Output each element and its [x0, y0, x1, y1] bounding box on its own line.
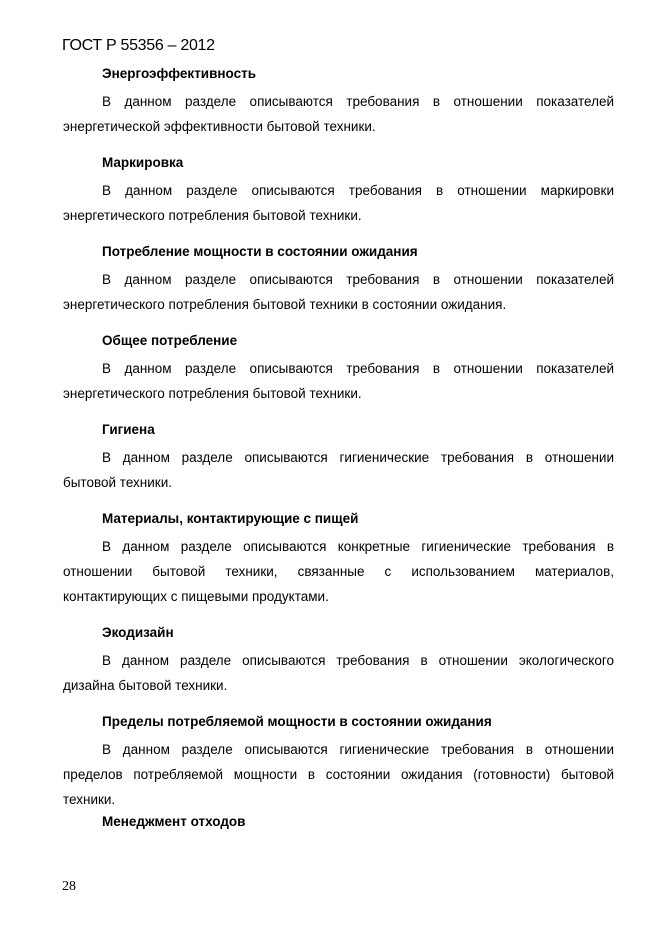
section-hygiene	[63, 420, 614, 495]
section-title: Маркировка	[102, 155, 184, 170]
section-food-contact-materials	[63, 509, 614, 609]
section-title: Пределы потребляемой мощности в состоянии ожидания	[102, 714, 492, 729]
page-number: 28	[62, 879, 76, 894]
section-text: В данном разделе описываются требования в отношении показателей энергетического потребления бытовой техники.	[63, 361, 614, 401]
section-text: В данном разделе описываются конкретные гигиенические требования в отношении бытовой техники, связанные с использованием материалов, контактирующих с пищевыми продуктами.	[63, 539, 614, 604]
section-title: Потребление мощности в состоянии ожидания	[102, 244, 418, 259]
section-title: Материалы, контактирующие с пищей	[102, 511, 359, 526]
section-standby-power	[63, 242, 614, 317]
section-title: Менеджмент отходов	[102, 814, 246, 829]
section-waste-management	[63, 812, 614, 837]
section-ecodesign	[63, 623, 614, 698]
section-title: Экодизайн	[102, 625, 174, 640]
section-title: Общее потребление	[102, 333, 238, 348]
section-text: В данном разделе описываются гигиенические требования в отношении пределов потребляемой мощности в состоянии ожидания (готовности) бытовой техники.	[63, 742, 614, 807]
section-text: В данном разделе описываются гигиенические требования в отношении бытовой техники.	[63, 450, 614, 490]
document-header: ГОСТ Р 55356 – 2012	[62, 37, 215, 54]
document-body	[63, 64, 614, 837]
section-marking	[63, 153, 614, 228]
section-text: В данном разделе описываются требования в отношении экологического дизайна бытовой техники.	[63, 653, 614, 693]
section-title: Энергоэффективность	[102, 66, 257, 81]
section-total-consumption	[63, 331, 614, 406]
section-standby-power-limits	[63, 712, 614, 812]
section-text: В данном разделе описываются требования в отношении маркировки энергетического потребления бытовой техники.	[63, 183, 614, 223]
section-title: Гигиена	[102, 422, 155, 437]
section-text: В данном разделе описываются требования в отношении показателей энергетического потребления бытовой техники в состоянии ожидания.	[63, 272, 614, 312]
section-energy-efficiency	[63, 64, 614, 139]
section-text: В данном разделе описываются требования в отношении показателей энергетической эффективности бытовой техники.	[63, 94, 614, 134]
